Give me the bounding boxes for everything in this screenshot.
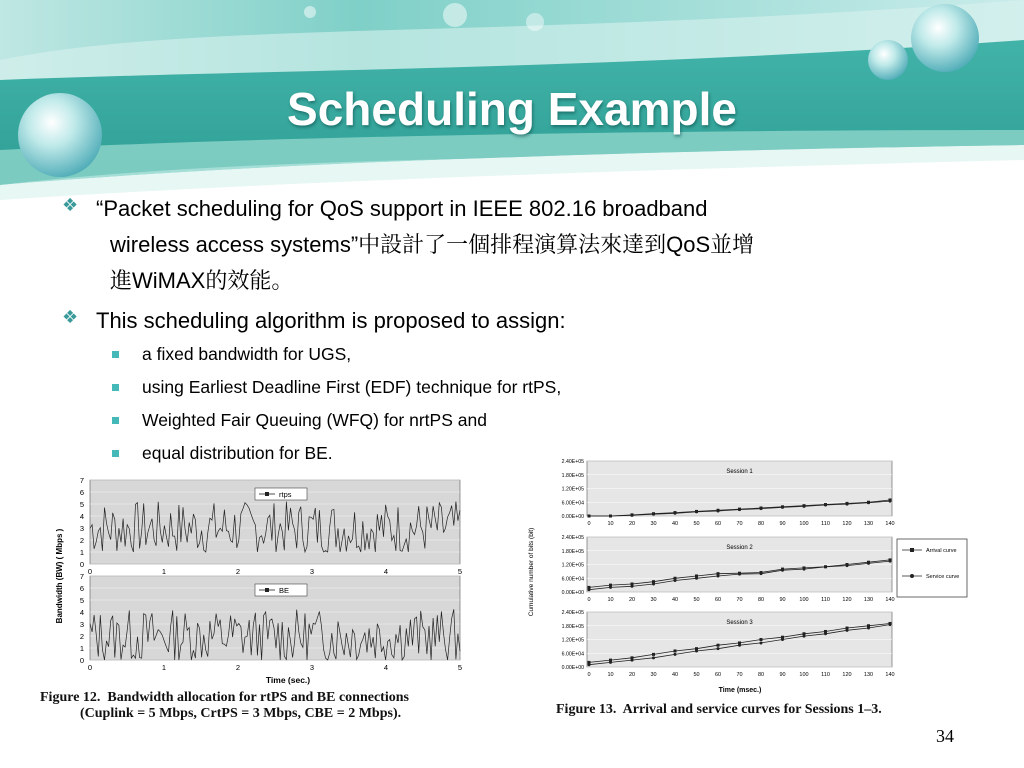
y-tick-label: 3 (79, 524, 84, 533)
data-point (889, 500, 892, 503)
x-tick-label: 30 (650, 672, 657, 678)
y-tick-label: 0.00E+00 (561, 665, 584, 671)
session-3-panel (562, 610, 895, 678)
x-tick-label: 100 (799, 672, 809, 678)
x-tick-label: 60 (714, 521, 722, 527)
x-tick-label: 20 (628, 672, 636, 678)
x-tick-label: 3 (309, 663, 315, 672)
x-tick-label: 120 (842, 521, 852, 527)
y-tick-label: 6 (79, 488, 84, 497)
figure-12-ylabel: Bandwidth (BW) ( Mbps ) (55, 528, 64, 624)
data-point (867, 562, 870, 565)
y-tick-label: 6 (79, 584, 84, 593)
session-2-panel (562, 535, 895, 603)
sub-bullet-2: using Earliest Deadline First (EDF) technique for rtPS, (142, 377, 562, 397)
x-tick-label: 1 (161, 663, 167, 672)
data-point (803, 505, 806, 508)
figure-12-caption-line-2: (Cuplink = 5 Mbps, CrtPS = 3 Mbps, CBE = 2 Mbps). (80, 706, 402, 721)
x-tick-label: 100 (799, 521, 809, 527)
x-tick-label: 5 (457, 567, 463, 576)
bubble-decoration (868, 40, 908, 80)
x-tick-label: 50 (693, 597, 700, 603)
x-tick-label: 30 (650, 521, 657, 527)
data-point (824, 632, 827, 635)
y-tick-label: 0.00E+00 (561, 590, 584, 596)
figure-12-caption-line-1: Figure 12. Bandwidth allocation for rtPS and BE connections (40, 690, 409, 705)
x-tick-label: 90 (779, 597, 786, 603)
y-tick-label: 3 (79, 620, 84, 629)
x-tick-label: 70 (736, 672, 743, 678)
diamond-bullet-icon: ❖ (62, 195, 79, 215)
y-tick-label: 5 (79, 596, 84, 605)
data-point (846, 564, 849, 567)
y-tick-label: 1.20E+05 (561, 637, 584, 644)
bullet-1-line-1: “Packet scheduling for QoS support in IEEE 802.16 broadband (96, 196, 708, 221)
x-tick-label: 0 (87, 663, 93, 672)
data-point (781, 638, 784, 641)
sub-bullet-1: a fixed bandwidth for UGS, (142, 344, 352, 364)
data-point (674, 649, 677, 652)
data-point (588, 663, 591, 666)
x-tick-label: 50 (693, 672, 700, 678)
data-point (631, 514, 634, 517)
x-tick-label: 40 (671, 521, 679, 527)
diamond-bullet-icon: ❖ (62, 307, 79, 327)
x-tick-label: 40 (671, 597, 679, 603)
figure-13-caption: Figure 13. Arrival and service curves for Sessions 1–3. (556, 702, 882, 717)
x-tick-label: 120 (842, 597, 852, 603)
y-tick-label: 0 (79, 656, 84, 665)
y-tick-label: 1 (79, 644, 84, 653)
data-point (760, 507, 763, 510)
y-tick-label: 2.40E+05 (561, 610, 584, 616)
x-tick-label: 4 (383, 567, 389, 576)
figure-12-bandwidth-chart (50, 476, 475, 686)
legend-marker (265, 588, 269, 592)
figure-13-xlabel: Time (msec.) (718, 687, 762, 694)
legend-label: BE (279, 586, 290, 595)
y-tick-label: 6.00E+04 (561, 500, 584, 507)
data-point (609, 515, 612, 518)
data-point (695, 649, 698, 652)
data-point (867, 501, 870, 504)
sub-bullet-3: Weighted Fair Queuing (WFQ) for nrtPS and (142, 410, 487, 430)
y-tick-label: 7 (79, 572, 84, 581)
x-tick-label: 90 (779, 672, 786, 678)
data-point (781, 569, 784, 572)
data-point (846, 503, 849, 506)
data-point (803, 568, 806, 571)
data-point (631, 585, 634, 588)
y-tick-label: 4 (79, 512, 84, 521)
bullet-2-line-1: This scheduling algorithm is proposed to assign: (96, 308, 566, 333)
x-tick-label: 40 (671, 672, 679, 678)
legend-service-curve: Service curve (926, 574, 960, 580)
data-point (652, 513, 655, 516)
bullet-1-line-2: wireless access systems”中設計了一個排程演算法來達到QoS並增 (110, 232, 755, 257)
data-point (652, 582, 655, 585)
data-point (674, 653, 677, 656)
data-point (609, 586, 612, 589)
y-tick-label: 4 (79, 608, 84, 617)
data-point (695, 577, 698, 580)
sub-bullet-4: equal distribution for BE. (142, 443, 333, 463)
bubble-decoration (304, 6, 316, 18)
x-tick-label: 0 (587, 597, 591, 603)
data-point (588, 515, 591, 518)
figure-13-ylabel: Cumulative number of bits (bit) (528, 527, 535, 617)
x-tick-label: 2 (235, 663, 241, 672)
y-tick-label: 1.80E+05 (561, 472, 584, 479)
x-tick-label: 80 (757, 521, 765, 527)
data-point (631, 659, 634, 662)
x-tick-label: 2 (235, 567, 241, 576)
bubble-decoration (443, 3, 467, 27)
data-point (652, 653, 655, 656)
y-tick-label: 2.40E+05 (561, 535, 584, 541)
data-point (717, 644, 720, 647)
data-point (846, 629, 849, 632)
rtps-panel (80, 476, 462, 576)
slide-title: Scheduling Example (287, 83, 737, 135)
x-tick-label: 1 (161, 567, 167, 576)
x-tick-label: 10 (607, 597, 614, 603)
y-tick-label: 0 (79, 560, 84, 569)
y-tick-label: 2.40E+05 (561, 459, 584, 465)
x-tick-label: 0 (587, 672, 591, 678)
x-tick-label: 120 (842, 672, 852, 678)
data-point (674, 512, 677, 515)
bubble-decoration (526, 13, 544, 31)
y-tick-label: 1 (79, 548, 84, 557)
y-tick-label: 7 (79, 476, 84, 485)
y-tick-label: 1.20E+05 (561, 486, 584, 493)
data-point (824, 504, 827, 507)
figure-13-legend (897, 539, 967, 597)
data-point (867, 627, 870, 630)
y-tick-label: 0.00E+00 (561, 514, 584, 520)
x-tick-label: 80 (757, 597, 765, 603)
x-tick-label: 130 (863, 672, 874, 678)
y-tick-label: 1.80E+05 (561, 548, 584, 555)
page-number: 34 (936, 726, 954, 746)
x-tick-label: 0 (587, 521, 591, 527)
bullet-1-line-3: 進WiMAX的效能。 (110, 268, 294, 293)
x-tick-label: 110 (821, 521, 830, 527)
square-bullet-icon (112, 351, 119, 358)
x-tick-label: 10 (607, 672, 614, 678)
data-point (889, 623, 892, 626)
y-tick-label: 5 (79, 500, 84, 509)
x-tick-label: 90 (779, 521, 786, 527)
x-tick-label: 70 (736, 521, 743, 527)
x-tick-label: 20 (628, 521, 636, 527)
x-tick-label: 20 (628, 597, 636, 603)
data-point (760, 638, 763, 641)
x-tick-label: 70 (736, 597, 743, 603)
data-point (889, 560, 892, 563)
data-point (760, 572, 763, 575)
x-tick-label: 110 (821, 597, 830, 603)
data-point (803, 635, 806, 638)
legend-arrival-curve: Arrival curve (926, 548, 957, 554)
data-point (717, 509, 720, 512)
session-1-panel (562, 459, 895, 527)
data-point (738, 644, 741, 647)
x-tick-label: 130 (863, 597, 874, 603)
data-point (781, 506, 784, 509)
x-tick-label: 140 (885, 672, 895, 678)
data-point (609, 661, 612, 664)
data-point (588, 588, 591, 591)
y-tick-label: 1.20E+05 (561, 562, 584, 569)
x-tick-label: 110 (821, 672, 830, 678)
x-tick-label: 50 (693, 521, 700, 527)
x-tick-label: 60 (714, 672, 722, 678)
legend-rtps (255, 488, 307, 500)
legend-be (255, 584, 307, 596)
x-tick-label: 130 (863, 521, 874, 527)
session-title: Session 1 (726, 469, 753, 475)
data-point (674, 579, 677, 582)
y-tick-label: 6.00E+04 (561, 576, 584, 583)
x-tick-label: 60 (714, 597, 722, 603)
data-point (824, 565, 827, 568)
legend-marker (265, 492, 269, 496)
legend-label: rtps (279, 490, 292, 499)
y-tick-label: 2 (79, 632, 84, 641)
data-point (695, 510, 698, 513)
be-panel (80, 572, 462, 672)
x-tick-label: 100 (799, 597, 809, 603)
data-point (652, 656, 655, 659)
data-point (738, 573, 741, 576)
square-bullet-icon (112, 417, 119, 424)
square-bullet-icon (112, 384, 119, 391)
x-tick-label: 0 (87, 567, 93, 576)
data-point (760, 641, 763, 644)
x-tick-label: 140 (885, 521, 895, 527)
figure-12-xlabel: Time (sec.) (265, 675, 311, 685)
figure-13-arrival-service-chart (525, 457, 970, 697)
session-title: Session 2 (726, 545, 753, 551)
x-tick-label: 10 (607, 521, 614, 527)
data-point (738, 508, 741, 511)
x-tick-label: 5 (457, 663, 463, 672)
x-tick-label: 4 (383, 663, 389, 672)
x-tick-label: 3 (309, 567, 315, 576)
y-tick-label: 6.00E+04 (561, 651, 584, 658)
y-tick-label: 1.80E+05 (561, 623, 584, 630)
data-point (717, 647, 720, 650)
x-tick-label: 140 (885, 597, 895, 603)
session-title: Session 3 (726, 620, 753, 626)
x-tick-label: 80 (757, 672, 765, 678)
square-bullet-icon (112, 450, 119, 457)
data-point (717, 574, 720, 577)
y-tick-label: 2 (79, 536, 84, 545)
x-tick-label: 30 (650, 597, 657, 603)
bubble-decoration (911, 4, 979, 72)
